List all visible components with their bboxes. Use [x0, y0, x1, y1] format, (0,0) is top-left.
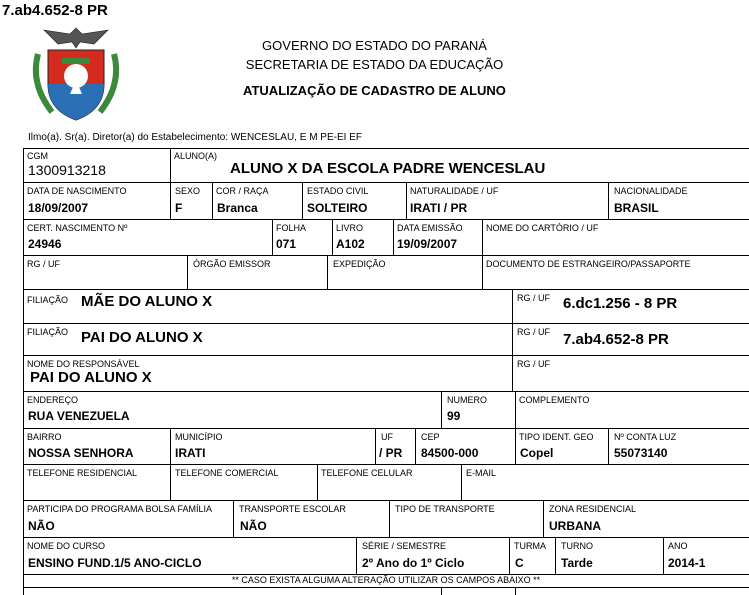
- cgm-label: CGM: [27, 151, 48, 161]
- expedicao-label: EXPEDIÇÃO: [333, 259, 386, 269]
- header-line-1: GOVERNO DO ESTADO DO PARANÁ: [262, 38, 487, 53]
- rg-mae-label: RG / UF: [517, 293, 550, 303]
- conta-luz-value: 55073140: [614, 446, 668, 460]
- nome-curso-label: NOME DO CURSO: [27, 541, 106, 551]
- tel-residencial-label: TELEFONE RESIDENCIAL: [27, 468, 138, 478]
- form-title: ATUALIZAÇÃO DE CADASTRO DE ALUNO: [243, 83, 506, 98]
- livro-label: LIVRO: [336, 223, 364, 233]
- change-note: ** CASO EXISTA ALGUMA ALTERAÇÃO UTILIZAR OS CAMPOS ABAIXO **: [231, 575, 541, 585]
- complemento-label: COMPLEMENTO: [519, 395, 590, 405]
- folha-label: FOLHA: [276, 223, 307, 233]
- turno-value: Tarde: [561, 556, 593, 570]
- aluno-label: ALUNO(A): [174, 151, 218, 161]
- bairro-value: NOSSA SENHORA: [28, 446, 134, 460]
- zona-residencial-label: ZONA RESIDENCIAL: [549, 504, 637, 514]
- tipo-ident-geo-label: TIPO IDENT. GEO: [519, 432, 594, 442]
- nome-responsavel-value: PAI DO ALUNO X: [30, 369, 152, 386]
- conta-luz-label: Nº CONTA LUZ: [614, 432, 677, 442]
- turma-value: C: [515, 556, 524, 570]
- data-nascimento-value: 18/09/2007: [28, 201, 89, 215]
- tel-celular-label: TELEFONE CELULAR: [321, 468, 413, 478]
- tel-comercial-label: TELEFONE COMERCIAL: [175, 468, 279, 478]
- nacionalidade-value: BRASIL: [614, 201, 659, 215]
- nacionalidade-label: NACIONALIDADE: [614, 186, 688, 196]
- registration-form: [23, 148, 749, 595]
- naturalidade-value: IRATI / PR: [410, 201, 468, 215]
- rg-pai-label: RG / UF: [517, 327, 550, 337]
- ano-label: ANO: [668, 541, 688, 551]
- rg-uf-label: RG / UF: [27, 259, 60, 269]
- municipio-value: IRATI: [175, 446, 206, 460]
- bolsa-familia-value: NÃO: [28, 519, 55, 533]
- estado-civil-label: ESTADO CIVIL: [307, 186, 369, 196]
- serie-semestre-value: 2º Ano do 1º Ciclo: [362, 556, 465, 570]
- tipo-ident-geo-value: Copel: [520, 446, 554, 460]
- municipio-label: MUNICÍPIO: [175, 432, 223, 442]
- nome-curso-value: ENSINO FUND.1/5 ANO-CICLO: [28, 556, 202, 570]
- estado-civil-value: SOLTEIRO: [307, 201, 368, 215]
- turma-label: TURMA: [514, 541, 546, 551]
- sexo-label: SEXO: [175, 186, 201, 196]
- folha-value: 071: [276, 237, 297, 251]
- numero-value: 99: [447, 409, 461, 423]
- cor-raca-value: Branca: [217, 201, 258, 215]
- endereco-label: ENDEREÇO: [27, 395, 79, 405]
- uf-value: / PR: [379, 446, 403, 460]
- transporte-escolar-label: TRANSPORTE ESCOLAR: [239, 504, 346, 514]
- filiacao-mae-value: MÃE DO ALUNO X: [81, 293, 213, 310]
- data-nascimento-label: DATA DE NASCIMENTO: [27, 186, 127, 196]
- nome-responsavel-label: NOME DO RESPONSÁVEL: [27, 359, 140, 369]
- naturalidade-label: NATURALIDADE / UF: [410, 186, 499, 196]
- filiacao-pai-value: PAI DO ALUNO X: [81, 329, 203, 346]
- bairro-label: BAIRRO: [27, 432, 62, 442]
- cgm-value: 1300913218: [28, 162, 106, 178]
- cert-nascimento-label: CERT. NASCIMENTO Nº: [27, 223, 128, 233]
- serie-semestre-label: SÉRIE / SEMESTRE: [362, 541, 447, 551]
- endereco-value: RUA VENEZUELA: [28, 409, 130, 423]
- filiacao-mae-label: FILIAÇÃO: [27, 295, 69, 305]
- rg-mae-value: 6.dc1.256 - 8 PR: [563, 295, 678, 312]
- data-emissao-label: DATA EMISSÃO: [397, 223, 463, 233]
- bolsa-familia-label: PARTICIPA DO PROGRAMA BOLSA FAMÍLIA: [27, 504, 213, 514]
- uf-label: UF: [381, 432, 393, 442]
- nome-cartorio-label: NOME DO CARTÓRIO / UF: [486, 223, 599, 233]
- email-label: E-MAIL: [466, 468, 497, 478]
- cep-value: 84500-000: [421, 446, 479, 460]
- filiacao-pai-label: FILIAÇÃO: [27, 327, 69, 337]
- sexo-value: F: [175, 201, 183, 215]
- livro-value: A102: [336, 237, 365, 251]
- zona-residencial-value: URBANA: [549, 519, 601, 533]
- cor-raca-label: COR / RAÇA: [216, 186, 269, 196]
- tipo-transporte-label: TIPO DE TRANSPORTE: [395, 504, 495, 514]
- numero-label: NUMERO: [447, 395, 487, 405]
- cert-nascimento-value: 24946: [28, 237, 62, 251]
- ano-value: 2014-1: [668, 556, 706, 570]
- turno-label: TURNO: [561, 541, 593, 551]
- rg-responsavel-label: RG / UF: [517, 359, 550, 369]
- top-code: 7.ab4.652-8 PR: [2, 2, 108, 19]
- director-line: Ilmo(a). Sr(a). Diretor(a) do Estabelecimento: WENCESLAU, E M PE-EI EF: [28, 132, 362, 143]
- cep-label: CEP: [421, 432, 440, 442]
- orgao-emissor-label: ÓRGÃO EMISSOR: [193, 259, 271, 269]
- aluno-value: ALUNO X DA ESCOLA PADRE WENCESLAU: [230, 160, 546, 177]
- rg-pai-value: 7.ab4.652-8 PR: [563, 331, 669, 348]
- doc-estrangeiro-label: DOCUMENTO DE ESTRANGEIRO/PASSAPORTE: [486, 259, 691, 269]
- data-emissao-value: 19/09/2007: [397, 237, 458, 251]
- header-line-2: SECRETARIA DE ESTADO DA EDUCAÇÃO: [245, 57, 504, 72]
- transporte-escolar-value: NÃO: [240, 519, 267, 533]
